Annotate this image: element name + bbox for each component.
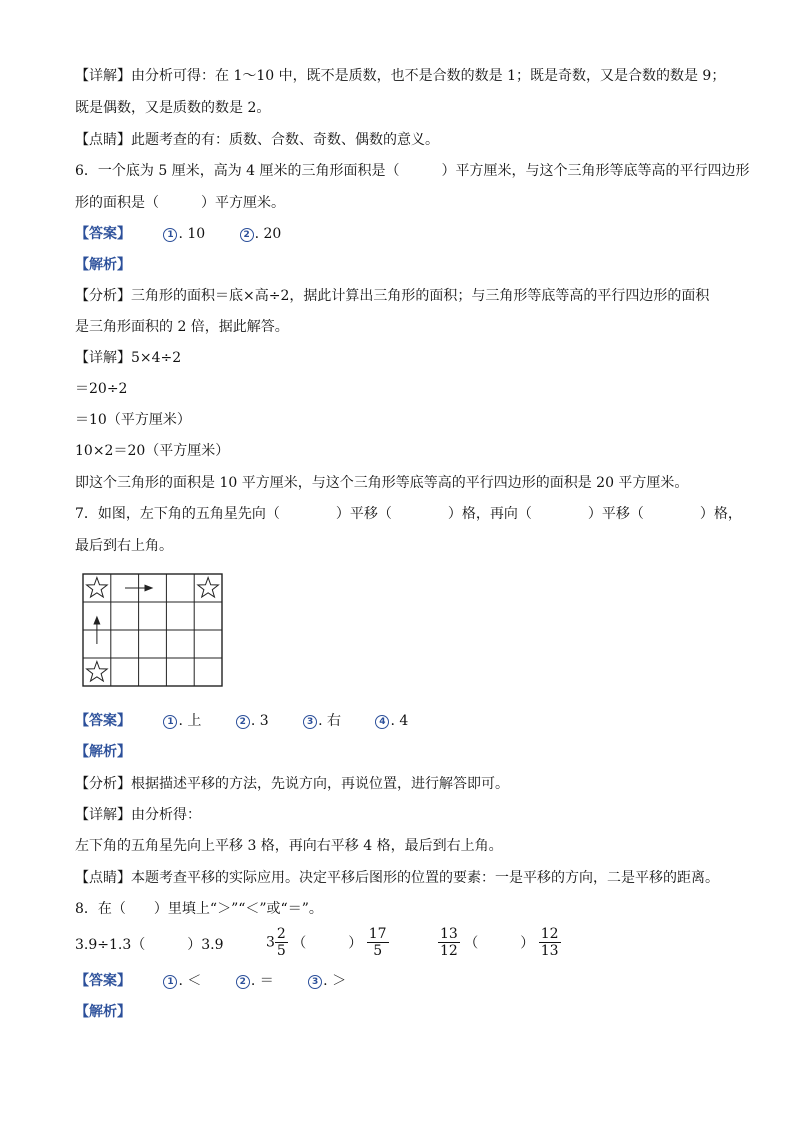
- analysis-tag: 【分析】: [75, 776, 131, 792]
- answer-item: 2 . ＝: [236, 973, 274, 989]
- analysis-line: [75, 287, 709, 305]
- question-7-stem: 7．如图，左下角的五角星先向（ ）平移（ ）格，再向（ ）平移（ ）格，: [75, 506, 742, 522]
- point-line: [75, 131, 439, 149]
- answer-item: 2 . 3: [236, 713, 269, 729]
- answer-tag: 【答案】: [75, 713, 131, 729]
- star-icon: [87, 662, 108, 682]
- answer-line-8: [75, 972, 376, 990]
- jiexi-tag: 【解析】: [75, 744, 131, 760]
- detail-line-2: 既是偶数，又是质数的数是 2。: [75, 100, 271, 116]
- fraction: $\frac{17}{5}$: [368, 926, 387, 959]
- answer-line-7: [75, 712, 438, 730]
- star-icon: [198, 578, 219, 598]
- translation-grid: [82, 573, 224, 689]
- detail-text: 由分析可得：在 1～10 中，既不是质数，也不是合数的数是 1；既是奇数，又是合数的数是 9；: [131, 68, 726, 84]
- detail-line: [75, 806, 201, 824]
- fraction: $\frac{13}{12}$: [440, 926, 458, 959]
- detail-tag: 【详解】: [75, 350, 131, 366]
- point-tag: 【点睛】: [75, 132, 131, 148]
- conclusion-line: 即这个三角形的面积是 10 平方厘米，与这个三角形等底等高的平行四边形的面积是 20 平方厘米。: [75, 475, 689, 491]
- point-text: 本题考查平移的实际应用。决定平移后图形的位置的要素：一是平移的方向，二是平移的距离。: [131, 870, 719, 886]
- analysis-tag: 【分析】: [75, 288, 131, 304]
- answer-tag: 【答案】: [75, 226, 131, 242]
- problem-2: [266, 926, 389, 959]
- calc-step: 5×4÷2: [131, 350, 182, 366]
- answer-tag: 【答案】: [75, 973, 131, 989]
- analysis-text: 根据描述平移的方法，先说方向，再说位置，进行解答即可。: [131, 776, 509, 792]
- answer-item: 4 . 4: [375, 713, 408, 729]
- calc-step: ＝20÷2: [75, 381, 128, 397]
- mixed-whole: 3: [266, 934, 275, 951]
- question-8-stem: 8．在（ ）里填上“＞”“＜”或“＝”。: [75, 901, 323, 917]
- star-icon: [87, 578, 108, 598]
- detail-text: 由分析得：: [131, 807, 201, 823]
- question-7-stem-2: 最后到右上角。: [75, 538, 173, 554]
- analysis-line-2: 是三角形面积的 2 倍，据此解答。: [75, 319, 289, 335]
- detail-line-2: 左下角的五角星先向上平移 3 格，再向右平移 4 格，最后到右上角。: [75, 838, 503, 854]
- point-tag: 【点睛】: [75, 870, 131, 886]
- point-line: [75, 869, 719, 887]
- problem-1: 3.9÷1.3（ ）3.9: [75, 937, 224, 953]
- detail-tag: 【详解】: [75, 807, 131, 823]
- blank: （ ）: [292, 935, 363, 952]
- question-6-stem: 6．一个底为 5 厘米，高为 4 厘米的三角形面积是（ ）平方厘米，与这个三角形等底等高的平行四边形: [75, 163, 750, 179]
- detail-tag: 【详解】: [75, 68, 131, 84]
- calc-step: ＝10（平方厘米）: [75, 412, 191, 428]
- detail-line: [75, 349, 181, 367]
- fraction: $\frac{12}{13}$: [540, 926, 559, 959]
- answer-item: 1 . ＜: [163, 973, 201, 989]
- answer-item: 2 . 20: [240, 226, 282, 242]
- answer-line-6: [75, 225, 311, 243]
- answer-item: 1 . 10: [163, 226, 205, 242]
- question-6-stem-2: 形的面积是（ ）平方厘米。: [75, 195, 285, 211]
- problem-3: [438, 926, 561, 959]
- fraction: $\frac{2}{5}$: [276, 926, 286, 959]
- point-text: 此题考查的有：质数、合数、奇数、偶数的意义。: [131, 132, 439, 148]
- analysis-text: 三角形的面积＝底×高÷2，据此计算出三角形的面积；与三角形等底等高的平行四边形的面积: [131, 288, 710, 304]
- calc-step: 10×2＝20（平方厘米）: [75, 443, 230, 459]
- answer-item: 3 . ＞: [308, 973, 346, 989]
- answer-item: 1 . 上: [163, 713, 201, 729]
- answer-item: 3 . 右: [303, 713, 341, 729]
- analysis-line: [75, 775, 509, 793]
- blank: （ ）: [464, 935, 535, 952]
- detail-line: [75, 67, 725, 85]
- jiexi-tag: 【解析】: [75, 1004, 131, 1020]
- jiexi-tag: 【解析】: [75, 257, 131, 273]
